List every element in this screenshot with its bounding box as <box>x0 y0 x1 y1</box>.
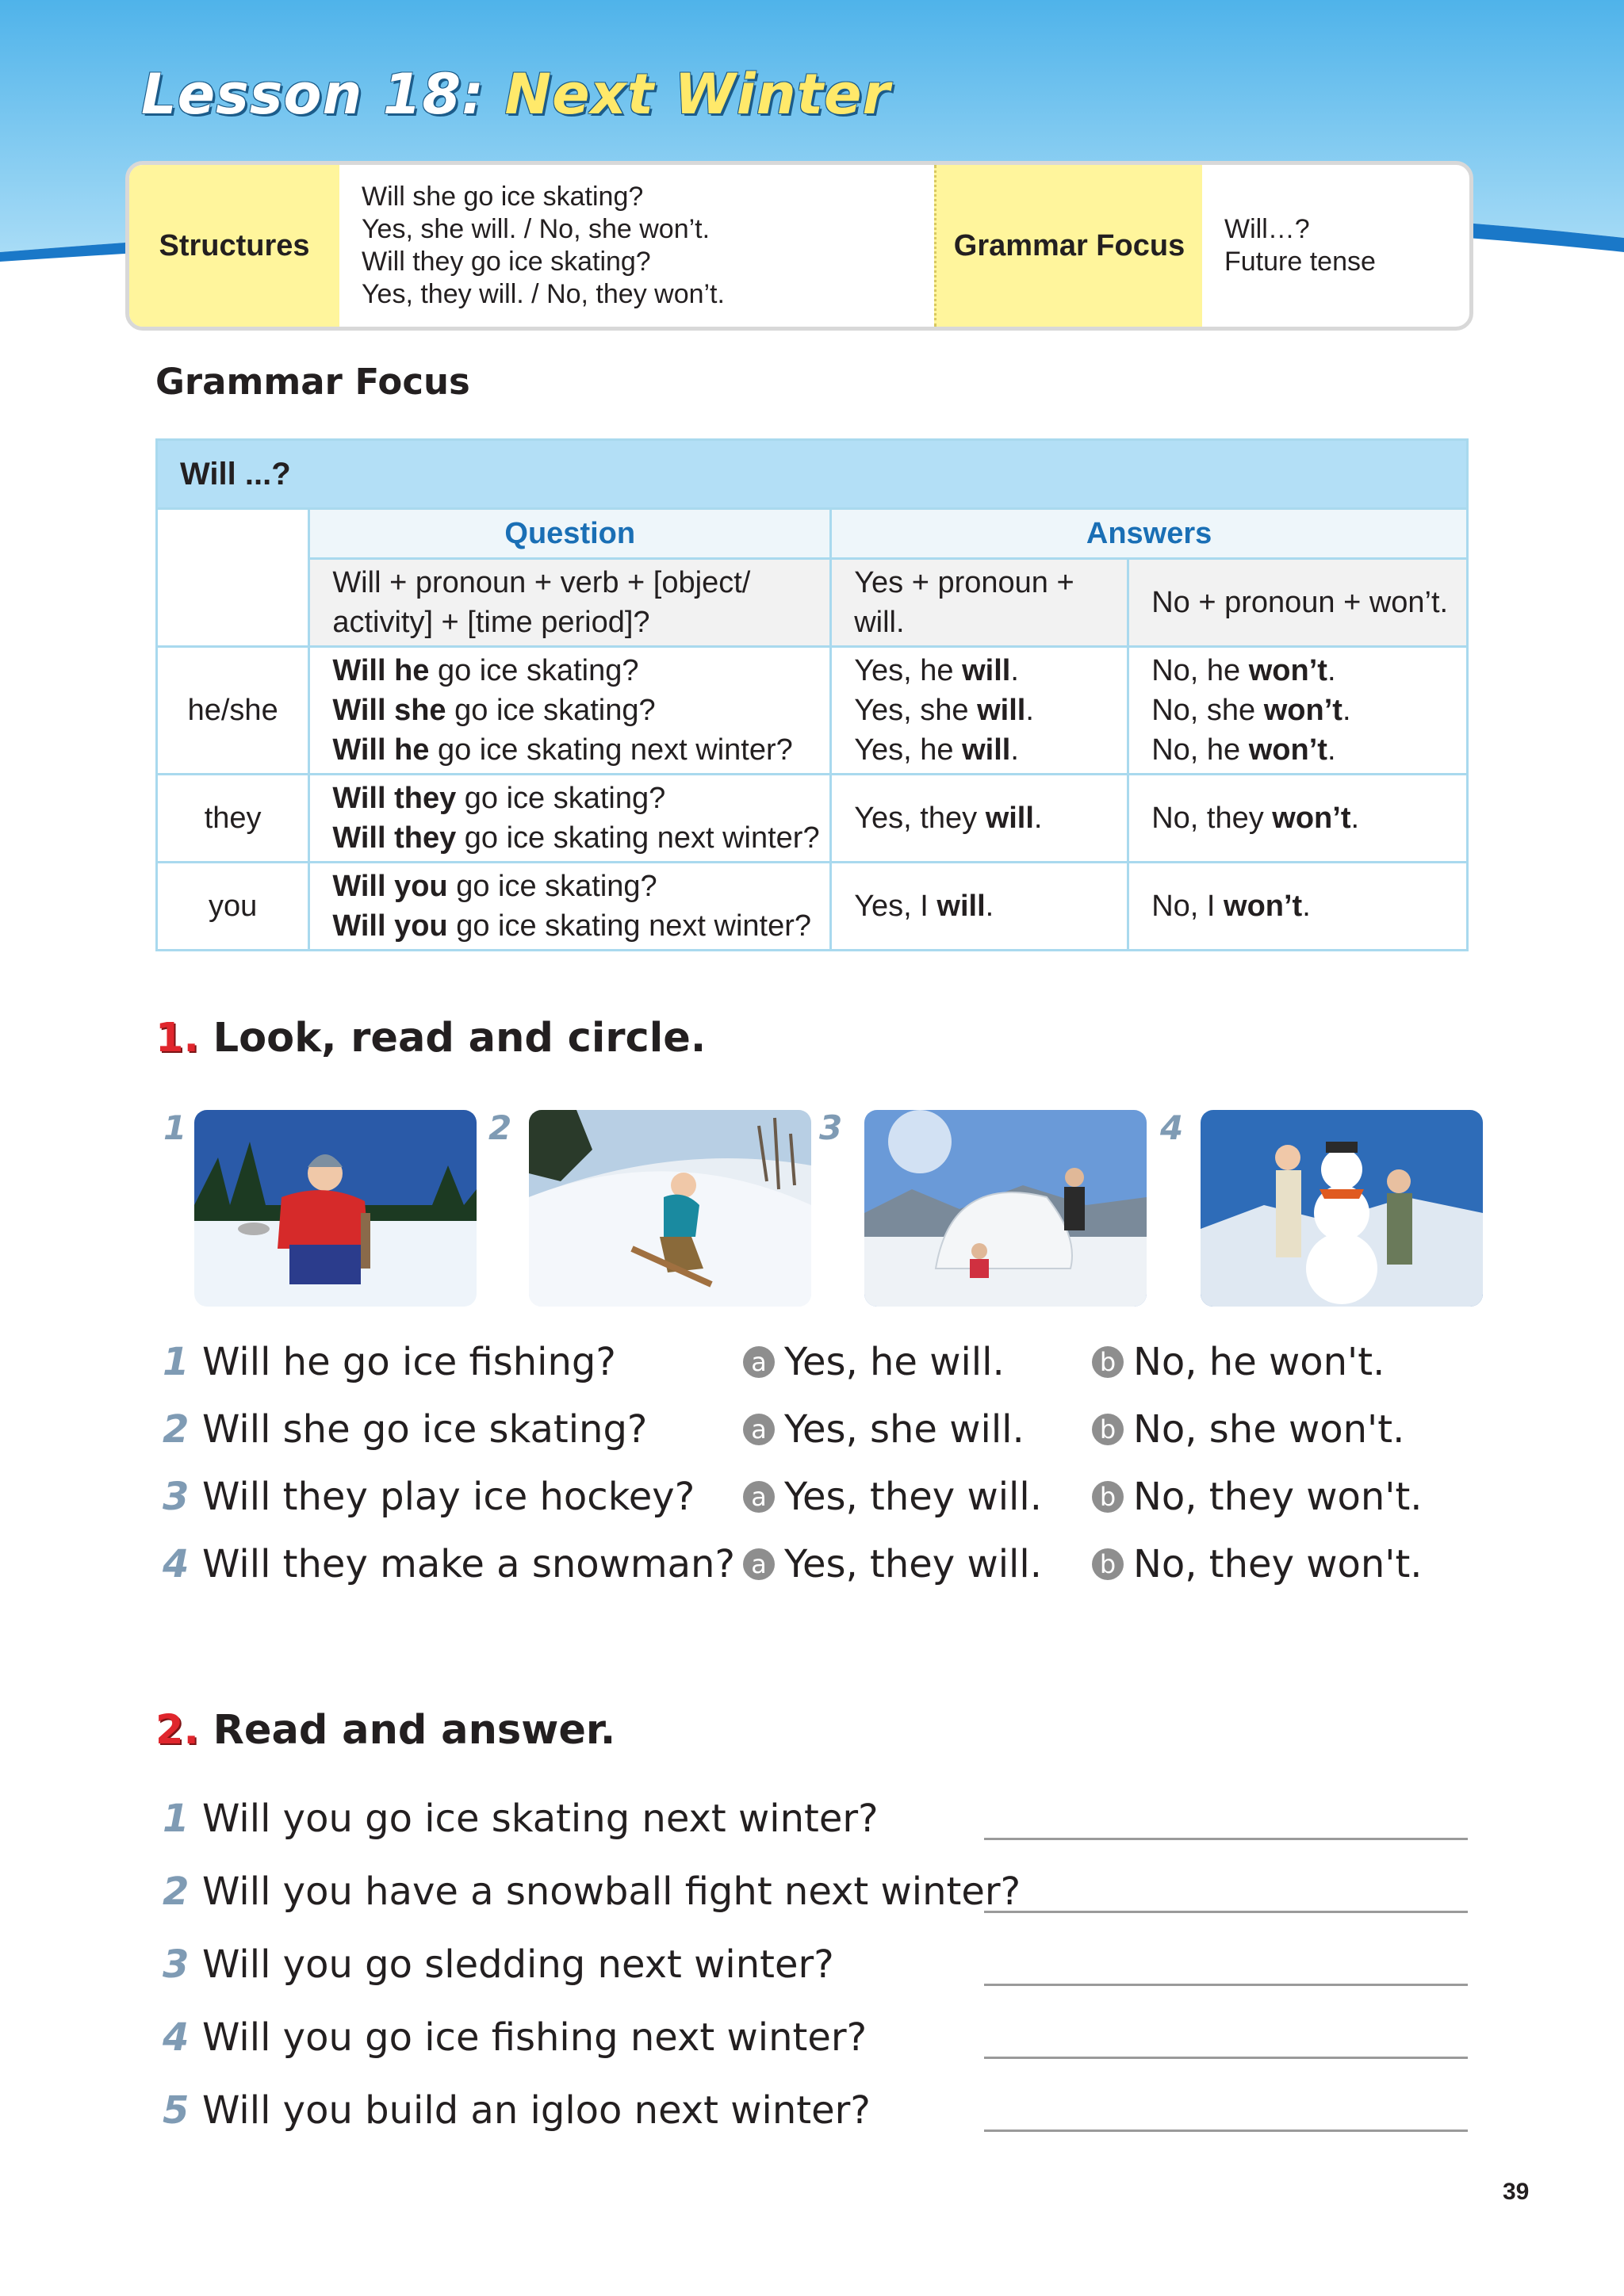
structure-line: Yes, she will. / No, she won’t. <box>362 214 710 244</box>
plain-text: . <box>1302 890 1311 923</box>
bold-text: will <box>962 654 1011 687</box>
option-a[interactable] <box>743 1407 1025 1452</box>
question-number: 1 <box>163 1340 190 1384</box>
bold-text: Will he <box>332 654 430 687</box>
question-text: Will you have a snowball fight next winter? <box>202 1869 1021 1914</box>
structures-text <box>339 165 934 327</box>
answer-line[interactable] <box>984 1911 1468 1913</box>
exercise-number: 1. <box>155 1015 199 1062</box>
no-line <box>1151 730 1466 770</box>
no-cell <box>1128 647 1468 775</box>
answer-question-row <box>163 1869 1467 1917</box>
q-cell <box>309 647 831 775</box>
table-corner <box>157 509 309 647</box>
circle-question-row <box>163 1340 1463 1387</box>
option-a-text: Yes, she will. <box>784 1407 1025 1452</box>
exercise-title: Look, read and circle. <box>198 1015 707 1062</box>
option-a-badge: a <box>743 1414 775 1445</box>
bold-text: won’t <box>1248 654 1327 687</box>
question-text: Will he go ice fishing? <box>202 1340 616 1384</box>
no-cell <box>1128 775 1468 863</box>
structure-line: Will she go ice skating? <box>362 182 644 212</box>
grammar-focus-label: Grammar Focus <box>934 165 1202 327</box>
option-a-badge: a <box>743 1481 775 1513</box>
yes-cell <box>831 775 1128 863</box>
grammar-rows <box>157 647 1468 951</box>
grammar-line: Will…? <box>1224 214 1310 244</box>
pattern-line: Will + pronoun + verb + [object/ <box>332 566 751 599</box>
bold-text: Will she <box>332 694 446 727</box>
igloo-image <box>864 1110 1147 1307</box>
pronoun-cell: they <box>157 775 309 863</box>
option-a-text: Yes, they will. <box>784 1475 1042 1519</box>
igloo-photo <box>864 1110 1147 1307</box>
plain-text: . <box>1327 654 1336 687</box>
exercise-title: Read and answer. <box>198 1707 616 1754</box>
option-b-text: No, they won't. <box>1133 1475 1423 1519</box>
no-line <box>1151 651 1466 691</box>
bold-text: will <box>936 890 986 923</box>
q-cell <box>309 863 831 951</box>
sledding-image <box>529 1110 811 1307</box>
exercise-number: 2. <box>155 1707 199 1754</box>
ice-fishing-photo <box>194 1110 477 1307</box>
bold-text: Will they <box>332 782 457 815</box>
bold-text: won’t <box>1272 802 1351 835</box>
question-text: Will she go ice skating? <box>202 1407 648 1452</box>
yes-line <box>854 651 1127 691</box>
circle-question-row <box>163 1542 1463 1590</box>
option-b[interactable] <box>1092 1542 1423 1586</box>
answers-header: Answers <box>831 509 1468 559</box>
lesson-number: Lesson 18: <box>141 62 505 127</box>
q-line <box>332 651 829 691</box>
plain-text: Yes, he <box>854 654 963 687</box>
q-cell <box>309 775 831 863</box>
q-line <box>332 691 829 730</box>
yes-line <box>854 691 1127 730</box>
answer-line[interactable] <box>984 1838 1468 1840</box>
bold-text: will <box>977 694 1026 727</box>
yes-line <box>854 886 1127 926</box>
bold-text: Will he <box>332 733 430 767</box>
option-b-badge: b <box>1092 1481 1124 1513</box>
plain-text: . <box>1033 802 1043 835</box>
plain-text: No, she <box>1151 694 1264 727</box>
question-number: 4 <box>163 2015 190 2060</box>
bold-text: won’t <box>1224 890 1303 923</box>
grammar-row <box>157 647 1468 775</box>
answer-line[interactable] <box>984 2057 1468 2059</box>
question-number: 3 <box>163 1942 190 1987</box>
option-b[interactable] <box>1092 1475 1423 1519</box>
bold-text: Will you <box>332 909 448 943</box>
answer-question-row <box>163 2015 1467 2063</box>
question-number: 2 <box>163 1869 190 1914</box>
question-text: Will you go ice skating next winter? <box>202 1797 879 1841</box>
question-number: 5 <box>163 2088 190 2133</box>
plain-text: . <box>1327 733 1336 767</box>
plain-text: . <box>1010 733 1019 767</box>
page-number: 39 <box>1503 2179 1530 2205</box>
no-line <box>1151 798 1466 838</box>
plain-text: go ice skating next winter? <box>429 733 793 767</box>
structure-line: Will they go ice skating? <box>362 247 651 277</box>
answer-question-row <box>163 1797 1467 1844</box>
yes-cell <box>831 863 1128 951</box>
question-number: 3 <box>163 1475 190 1519</box>
option-a-text: Yes, they will. <box>784 1542 1042 1586</box>
question-text: Will you go sledding next winter? <box>202 1942 834 1987</box>
plain-text: go ice skating? <box>447 870 657 903</box>
yes-line <box>854 730 1127 770</box>
sledding-photo <box>529 1110 811 1307</box>
circle-question-row <box>163 1407 1463 1455</box>
option-b-text: No, she won't. <box>1133 1407 1405 1452</box>
pronoun-cell: he/she <box>157 647 309 775</box>
exercise-2-heading <box>155 1707 615 1754</box>
no-line <box>1151 886 1466 926</box>
photo-number: 2 <box>488 1108 512 1147</box>
grammar-row <box>157 775 1468 863</box>
plain-text: go ice skating? <box>429 654 639 687</box>
plain-text: No, he <box>1151 733 1249 767</box>
yes-cell <box>831 647 1128 775</box>
pattern-line: will. <box>854 606 905 639</box>
no-pattern: No + pronoun + won’t. <box>1128 559 1468 647</box>
q-line <box>332 906 829 946</box>
question-text: Will they play ice hockey? <box>202 1475 695 1519</box>
snowman-photo <box>1201 1110 1483 1307</box>
grammar-focus-text <box>1202 165 1469 327</box>
grammar-row <box>157 863 1468 951</box>
plain-text: go ice skating? <box>456 782 666 815</box>
question-number: 4 <box>163 1542 190 1586</box>
option-b-text: No, they won't. <box>1133 1542 1423 1586</box>
bold-text: Will you <box>332 870 448 903</box>
option-b-badge: b <box>1092 1414 1124 1445</box>
option-a[interactable] <box>743 1542 1042 1586</box>
option-a-badge: a <box>743 1346 775 1378</box>
photo-number: 4 <box>1160 1108 1184 1147</box>
plain-text: . <box>985 890 994 923</box>
plain-text: Yes, she <box>854 694 978 727</box>
lesson-name: Next Winter <box>504 62 891 127</box>
option-b-text: No, he won't. <box>1133 1340 1385 1384</box>
plain-text: go ice skating? <box>446 694 656 727</box>
plain-text: . <box>1342 694 1351 727</box>
bold-text: won’t <box>1263 694 1342 727</box>
no-cell <box>1128 863 1468 951</box>
lesson-title <box>141 62 891 127</box>
option-b-badge: b <box>1092 1346 1124 1378</box>
answer-question-row <box>163 2088 1467 2136</box>
plain-text: Yes, they <box>854 802 986 835</box>
answer-question-row <box>163 1942 1467 1990</box>
plain-text: . <box>1010 654 1019 687</box>
pattern-line: activity] + [time period]? <box>332 606 650 639</box>
question-text: Will they make a snowman? <box>202 1542 735 1586</box>
photo-number: 1 <box>163 1108 187 1147</box>
plain-text: go ice skating next winter? <box>447 909 811 943</box>
option-a-badge: a <box>743 1548 775 1580</box>
structures-label: Structures <box>129 165 339 327</box>
question-number: 2 <box>163 1407 190 1452</box>
grammar-focus-heading: Grammar Focus <box>155 361 470 403</box>
answer-line[interactable] <box>984 1984 1468 1986</box>
q-line <box>332 818 829 858</box>
plain-text: No, they <box>1151 802 1273 835</box>
photo-number: 3 <box>819 1108 843 1147</box>
grammar-table <box>155 438 1469 951</box>
q-line <box>332 779 829 818</box>
no-line <box>1151 691 1466 730</box>
structure-line: Yes, they will. / No, they won’t. <box>362 279 725 309</box>
question-number: 1 <box>163 1797 190 1841</box>
bold-text: won’t <box>1248 733 1327 767</box>
ice-fishing-image <box>194 1110 477 1307</box>
yes-line <box>854 798 1127 838</box>
option-b[interactable] <box>1092 1340 1385 1384</box>
plain-text: No, he <box>1151 654 1249 687</box>
question-header: Question <box>309 509 831 559</box>
q-line <box>332 730 829 770</box>
plain-text: Yes, he <box>854 733 963 767</box>
circle-question-row <box>163 1475 1463 1522</box>
option-b-badge: b <box>1092 1548 1124 1580</box>
option-b[interactable] <box>1092 1407 1404 1452</box>
plain-text: No, I <box>1151 890 1224 923</box>
question-text: Will you go ice fishing next winter? <box>202 2015 868 2060</box>
question-text: Will you build an igloo next winter? <box>202 2088 871 2133</box>
yes-pattern <box>831 559 1128 647</box>
exercise-1-heading <box>155 1015 706 1062</box>
question-pattern <box>309 559 831 647</box>
pattern-line: Yes + pronoun + <box>854 566 1074 599</box>
table-title: Will ...? <box>157 440 1468 509</box>
bold-text: will <box>985 802 1034 835</box>
plain-text: . <box>1025 694 1034 727</box>
q-line <box>332 867 829 906</box>
snowman-image <box>1201 1110 1483 1307</box>
grammar-line: Future tense <box>1224 247 1376 277</box>
option-a[interactable] <box>743 1475 1042 1519</box>
plain-text: . <box>1350 802 1360 835</box>
bold-text: will <box>962 733 1011 767</box>
plain-text: Yes, I <box>854 890 937 923</box>
option-a[interactable] <box>743 1340 1005 1384</box>
pronoun-cell: you <box>157 863 309 951</box>
option-a-text: Yes, he will. <box>784 1340 1005 1384</box>
answer-line[interactable] <box>984 2130 1468 2132</box>
bold-text: Will they <box>332 821 457 855</box>
plain-text: go ice skating next winter? <box>456 821 820 855</box>
structures-box <box>125 161 1473 331</box>
